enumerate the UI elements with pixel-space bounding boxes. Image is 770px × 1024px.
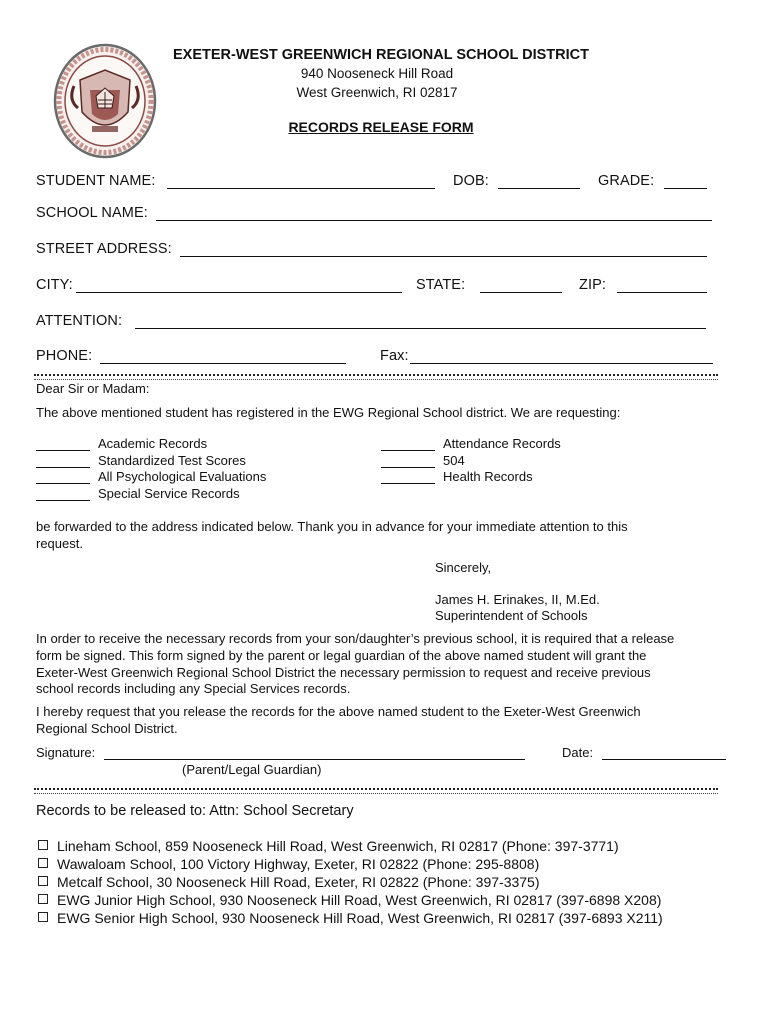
academic-records-blank[interactable] <box>36 450 90 451</box>
consent-para2-line1: I hereby request that you release the records for the above named student to the Exeter-West Greenwich <box>36 704 641 719</box>
phone-field[interactable] <box>100 363 346 364</box>
attendance-records-blank[interactable] <box>381 450 435 451</box>
list-item: EWG Junior High School, 930 Nooseneck Hill Road, West Greenwich, RI 02817 (397-6898 X208) <box>38 892 661 908</box>
district-address-line1: 940 Nooseneck Hill Road <box>300 66 454 81</box>
consent-para1-line2: form be signed. This form signed by the parent or legal guardian of the above named student will grant the <box>36 648 647 663</box>
consent-para1-line3: Exeter-West Greenwich Regional School District the necessary permission to request and receive previous <box>36 665 651 680</box>
consent-para2-line2: Regional School District. <box>36 721 178 736</box>
list-item: Metcalf School, 30 Nooseneck Hill Road, Exeter, RI 02822 (Phone: 397-3375) <box>38 874 540 890</box>
option-504: 504 <box>443 453 465 468</box>
city-label: CITY: <box>36 277 73 293</box>
list-item: Lineham School, 859 Nooseneck Hill Road, West Greenwich, RI 02817 (Phone: 397-3771) <box>38 838 619 854</box>
district-address-line2: West Greenwich, RI 02817 <box>296 85 458 100</box>
city-field[interactable] <box>76 292 402 293</box>
form-title: RECORDS RELEASE FORM <box>288 119 474 135</box>
signer-name: James H. Erinakes, II, M.Ed. <box>435 592 600 607</box>
guardian-note: (Parent/Legal Guardian) <box>182 762 322 777</box>
section-divider <box>34 374 718 380</box>
forward-text-line1: be forwarded to the address indicated below. Thank you in advance for your immediate attention to this <box>36 519 628 534</box>
checkbox[interactable] <box>38 876 48 886</box>
option-academic-records: Academic Records <box>98 436 208 451</box>
date-field[interactable] <box>602 759 726 760</box>
fax-field[interactable] <box>410 363 713 364</box>
consent-para1-line1: In order to receive the necessary records from your son/daughter’s previous school, it is required that a release <box>36 631 675 646</box>
checkbox[interactable] <box>38 858 48 868</box>
zip-field[interactable] <box>617 292 707 293</box>
psychological-evaluations-blank[interactable] <box>36 483 90 484</box>
option-health-records: Health Records <box>443 469 533 484</box>
option-special-service-records: Special Service Records <box>98 486 240 501</box>
option-standardized-test-scores: Standardized Test Scores <box>98 453 246 468</box>
zip-label: ZIP: <box>579 277 606 293</box>
option-attendance-records: Attendance Records <box>443 436 561 451</box>
street-address-field[interactable] <box>180 256 707 257</box>
school-name-field[interactable] <box>156 220 712 221</box>
student-name-field[interactable] <box>167 188 435 189</box>
consent-para1-line4: school records including any Special Services records. <box>36 681 351 696</box>
fax-label: Fax: <box>380 348 409 364</box>
dob-field[interactable] <box>498 188 580 189</box>
special-service-records-blank[interactable] <box>36 500 90 501</box>
dob-label: DOB: <box>453 173 489 189</box>
section-divider-2 <box>34 788 718 794</box>
health-records-blank[interactable] <box>381 483 435 484</box>
closing: Sincerely, <box>435 560 492 575</box>
forward-text-line2: request. <box>36 536 83 551</box>
signer-title: Superintendent of Schools <box>435 608 588 623</box>
phone-label: PHONE: <box>36 348 93 364</box>
state-field[interactable] <box>480 292 562 293</box>
street-address-label: STREET ADDRESS: <box>36 241 172 257</box>
grade-field[interactable] <box>664 188 707 189</box>
standardized-test-scores-blank[interactable] <box>36 467 90 468</box>
checkbox[interactable] <box>38 894 48 904</box>
date-label: Date: <box>562 745 594 760</box>
grade-label: GRADE: <box>598 173 655 189</box>
state-label: STATE: <box>416 277 466 293</box>
option-psychological-evaluations: All Psychological Evaluations <box>98 469 267 484</box>
district-name: EXETER-WEST GREENWICH REGIONAL SCHOOL DISTRICT <box>173 47 589 63</box>
checkbox[interactable] <box>38 840 48 850</box>
release-heading: Records to be released to: Attn: School Secretary <box>36 803 354 819</box>
signature-field[interactable] <box>104 759 525 760</box>
attention-field[interactable] <box>135 328 706 329</box>
list-item: EWG Senior High School, 930 Nooseneck Hill Road, West Greenwich, RI 02817 (397-6893 X211) <box>38 910 663 926</box>
list-item: Wawaloam School, 100 Victory Highway, Exeter, RI 02822 (Phone: 295-8808) <box>38 856 539 872</box>
signature-label: Signature: <box>36 745 96 760</box>
504-blank[interactable] <box>381 467 435 468</box>
school-name-label: SCHOOL NAME: <box>36 205 148 221</box>
attention-label: ATTENTION: <box>36 313 123 329</box>
request-intro: The above mentioned student has registered in the EWG Regional School district. We are requesting: <box>36 405 621 420</box>
checkbox[interactable] <box>38 912 48 922</box>
student-name-label: STUDENT NAME: <box>36 173 156 189</box>
salutation: Dear Sir or Madam: <box>36 381 150 396</box>
